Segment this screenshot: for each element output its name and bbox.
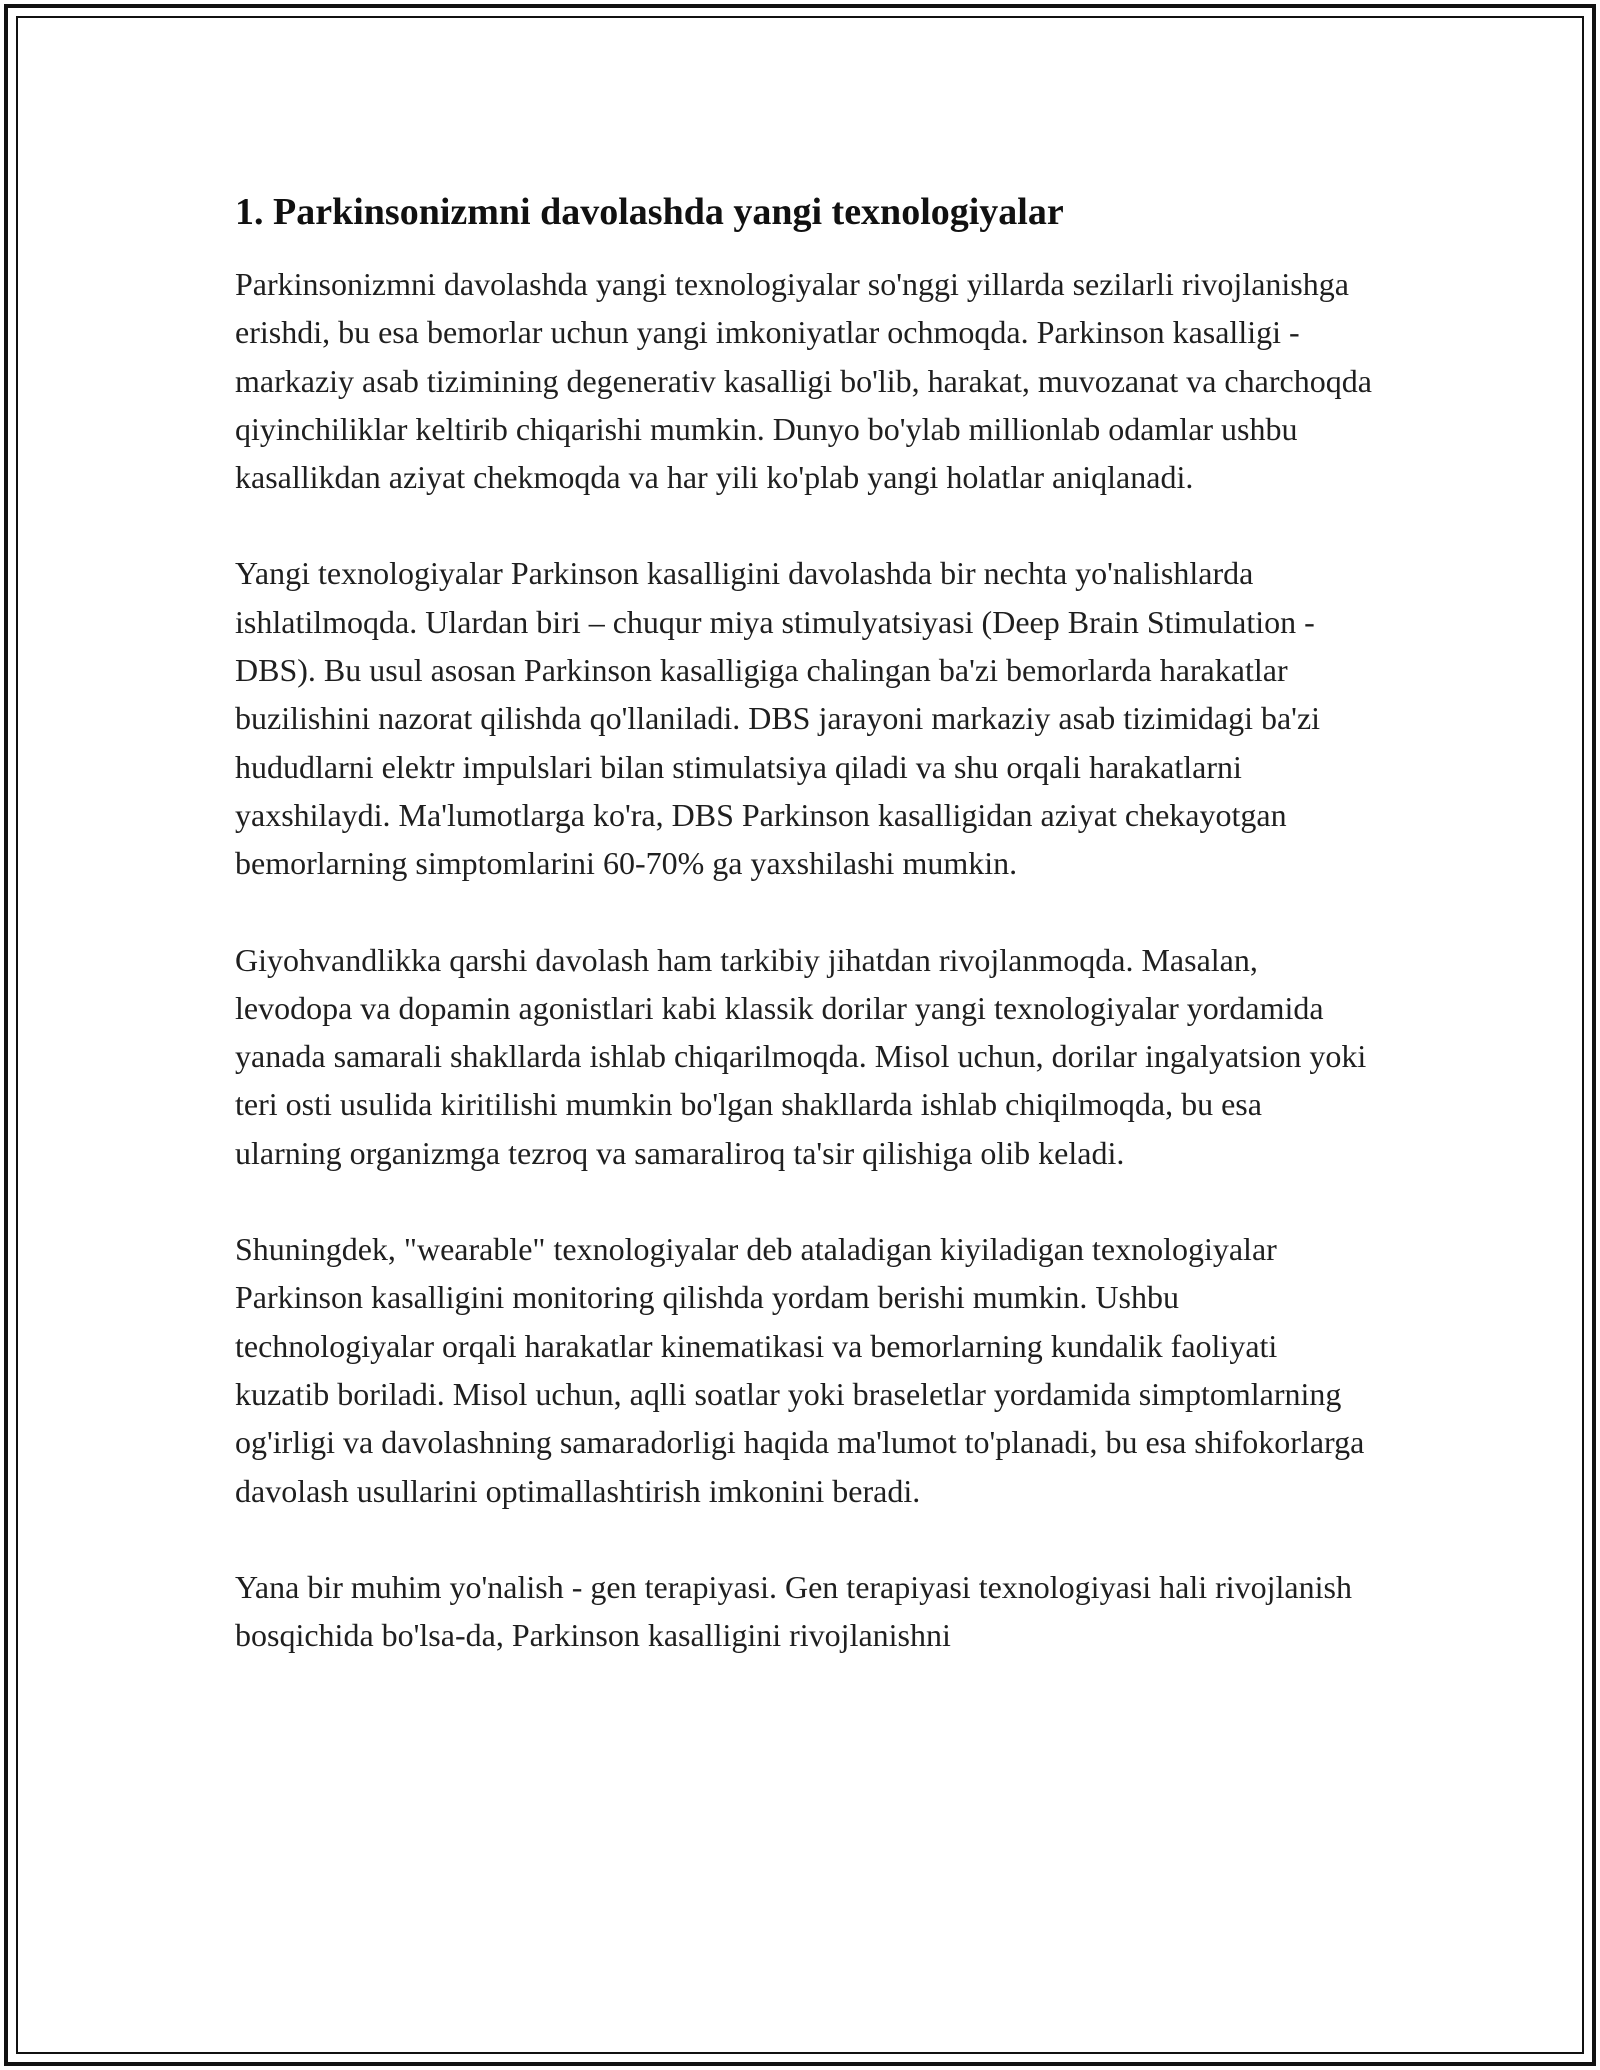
paragraph-medication: Giyohvandlikka qarshi davolash ham tarkibiy jihatdan rivojlanmoqda. Masalan, levodopa va dopamin agonistlari kabi klassik dorilar yangi texnologiyalar yordamida yanada samarali shakllarda ishlab chiqarilmoqda. Misol uchun, dorilar ingalyatsion yoki teri osti usulida kiritilishi mumkin bo'lgan shakllarda ishlab chiqilmoqda, bu esa ularning organizmga tezroq va samaraliroq ta'sir qilishiga olib keladi. (235, 941, 1367, 1171)
paragraph-intro: Parkinsonizmni davolashda yangi texnologiyalar so'nggi yillarda sezilarli rivojlanishga erishdi, bu esa bemorlar uchun yangi imkoniyatlar ochmoqda. Parkinson kasalligi - markaziy asab tizimining degenerativ kasalligi bo'lib, harakat, muvozanat va charchoqda qiyinchiliklar keltirib chiqarishi mumkin. Dunyo bo'ylab millionlab odamlar ushbu kasallikdan aziyat chekmoqda va har yili ko'plab yangi holatlar aniqlanadi. (235, 266, 1372, 496)
paragraph-gene-therapy: Yana bir muhim yo'nalish - gen terapiyasi. Gen terapiyasi texnologiyasi hali rivojlanish bosqichida bo'lsa-da, Parkinson kasalligini rivojlanishni (235, 1568, 1352, 1654)
section-heading: 1. Parkinsonizmni davolashda yangi texnologiyalar (235, 191, 1064, 233)
paragraph-dbs: Yangi texnologiyalar Parkinson kasalligini davolashda bir nechta yo'nalishlarda ishlatilmoqda. Ulardan biri – chuqur miya stimulyatsiyasi (Deep Brain Stimulation - DBS). Bu usul asosan Parkinson kasalligiga chalingan ba'zi bemorlarda harakatlar buzilishini nazorat qilishda qo'llaniladi. DBS jarayoni markaziy asab tizimidagi ba'zi hududlarni elektr impulslari bilan stimulatsiya qiladi va shu orqali harakatlarni yaxshilaydi. Ma'lumotlarga ko'ra, DBS Parkinson kasalligidan aziyat chekayotgan bemorlarning simptomlarini 60-70% ga yaxshilashi mumkin. (235, 555, 1321, 882)
paragraph-wearables: Shuningdek, "wearable" texnologiyalar deb ataladigan kiyiladigan texnologiyalar Parkinson kasalligini monitoring qilishda yordam berishi mumkin. Ushbu technologiyalar orqali harakatlar kinematikasi va bemorlarning kundalik faoliyati kuzatib boriladi. Misol uchun, aqlli soatlar yoki braseletlar yordamida simptomlarning og'irligi va davolashning samaradorligi haqida ma'lumot to'planadi, bu esa shifokorlarga davolash usullarini optimallashtirish imkonini beradi. (235, 1231, 1365, 1509)
document-body (235, 186, 1375, 1707)
